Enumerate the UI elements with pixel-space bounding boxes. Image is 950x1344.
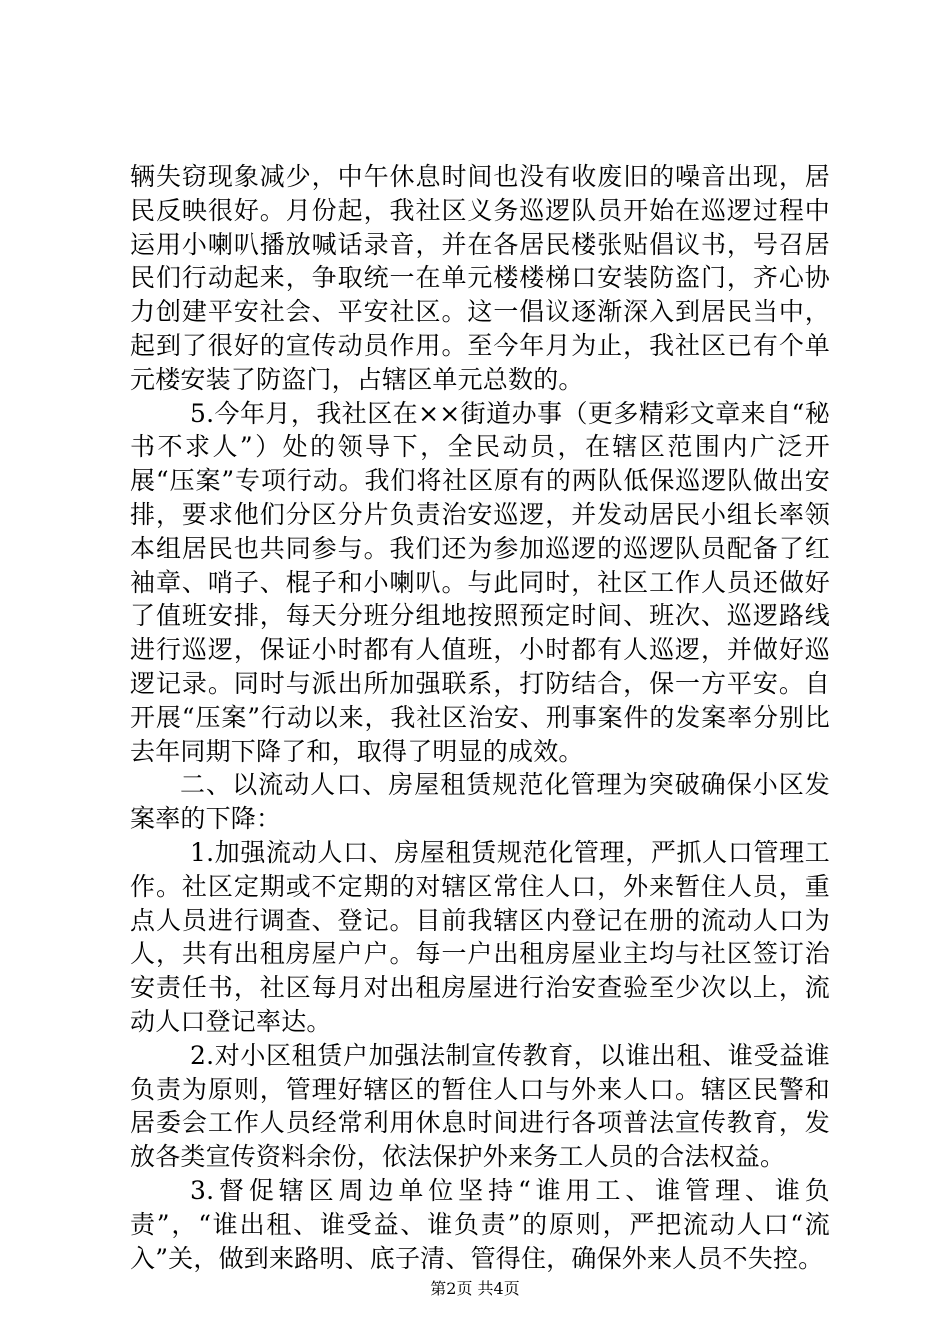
paragraph-item-1: 1.加强流动人口、房屋租赁规范化管理，严抓人口管理工作。社区定期或不定期的对辖区常住人口，外来暂住人员，重点人员进行调查、登记。目前我辖区内登记在册的流动人口为人，共有出租房屋户户。每一户出租房屋业主均与社区签订治安责任书，社区每月对出租房屋进行治安查验至少次以上，流动人口登记率达。 <box>130 837 830 1036</box>
paragraph-item-2: 2.对小区租赁户加强法制宣传教育，以谁出租、谁受益谁负责为原则，管理好辖区的暂住人口与外来人口。辖区民警和居委会工作人员经常利用休息时间进行各项普法宣传教育，发放各类宣传资料余份，依法保护外来务工人员的合法权益。 <box>130 1040 830 1172</box>
page-footer: 第2页 共4页 <box>430 1279 520 1298</box>
paragraph-continuation: 辆失窃现象减少，中午休息时间也没有收废旧的噪音出现，居民反映很好。月份起，我社区义务巡逻队员开始在巡逻过程中运用小喇叭播放喊话录音，并在各居民楼张贴倡议书，号召居民们行动起来，争取统一在单元楼楼梯口安装防盗门，齐心协力创建平安社会、平安社区。这一倡议逐渐深入到居民当中，起到了很好的宣传动员作用。至今年月为止，我社区已有个单元楼安装了防盗门，占辖区单元总数的。 <box>130 162 830 394</box>
paragraph-item-5: 5.今年月，我社区在××街道办事（更多精彩文章来自“秘书不求人”）处的领导下，全民动员，在辖区范围内广泛开展“压案”专项行动。我们将社区原有的两队低保巡逻队做出安排，要求他们分区分片负责治安巡逻，并发动居民小组长率领本组居民也共同参与。我们还为参加巡逻的巡逻队员配备了红袖章、哨子、棍子和小喇叭。与此同时，社区工作人员还做好了值班安排，每天分班分组地按照预定时间、班次、巡逻路线进行巡逻，保证小时都有人值班，小时都有人巡逻，并做好巡逻记录。同时与派出所加强联系，打防结合，保一方平安。自开展“压案”行动以来，我社区治安、刑事案件的发案率分别比去年同期下降了和，取得了明显的成效。 <box>130 398 830 766</box>
paragraph-item-3: 3.督促辖区周边单位坚持“谁用工、谁管理、谁负责”，“谁出租、谁受益、谁负责”的原则，严把流动人口“流入”关，做到来路明、底子清、管得住，确保外来人员不失控。 <box>130 1175 830 1273</box>
section-heading-2: 二、以流动人口、房屋租赁规范化管理为突破确保小区发案率的下降： <box>130 770 830 834</box>
document-body <box>130 160 830 1275</box>
